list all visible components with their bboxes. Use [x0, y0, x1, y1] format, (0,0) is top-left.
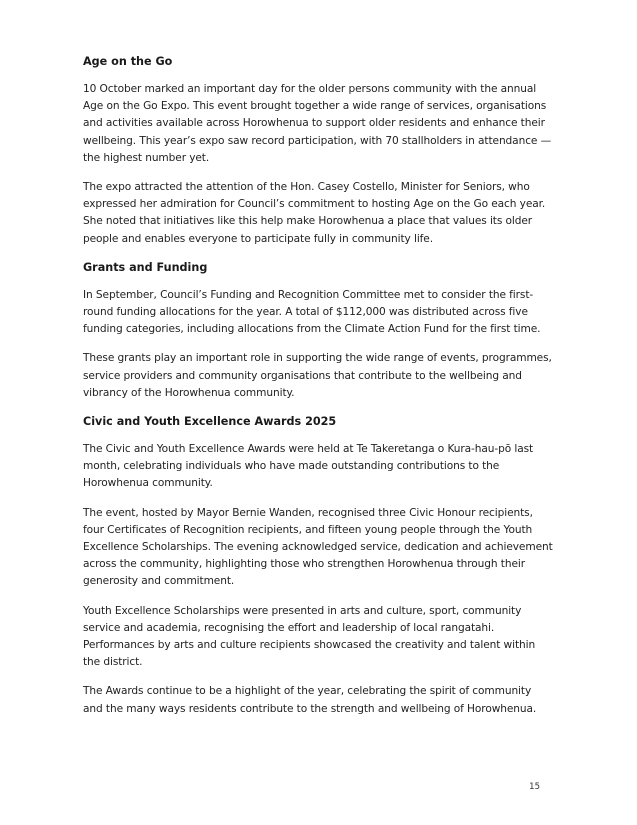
document-body	[83, 54, 553, 730]
section-civic-youth-awards	[83, 414, 553, 718]
section-heading: Age on the Go	[83, 55, 173, 68]
paragraph: The Civic and Youth Excellence Awards were held at Te Takeretanga o Kura-hau-pō last month, celebrating individuals who have made outstanding contributions to the Horowhenua community.	[83, 443, 534, 490]
section-grants-and-funding	[83, 260, 553, 402]
paragraph: The event, hosted by Mayor Bernie Wanden, recognised three Civic Honour recipients, four Certificates of Recognition recipients, and fifteen young people through the Youth Excellence Scholarships. The evening acknowledged service, dedication and achievement across the community, highlighting those who strengthen Horowhenua through their generosity and commitment.	[83, 506, 553, 588]
paragraph: Youth Excellence Scholarships were presented in arts and culture, sport, community service and academia, recognising the effort and leadership of local rangatahi. Performances by arts and culture recipients showcased the creativity and talent within the district.	[83, 604, 536, 669]
paragraph: The Awards continue to be a highlight of the year, celebrating the spirit of community and the many ways residents contribute to the strength and wellbeing of Horowhenua.	[83, 685, 537, 715]
section-heading: Grants and Funding	[83, 260, 208, 274]
paragraph: The expo attracted the attention of the Hon. Casey Costello, Minister for Seniors, who expressed her admiration for Council’s commitment to hosting Age on the Go each year. She noted that initiatives like this help make Horowhenua a place that values its older people and enables everyone to participate fully in community life.	[83, 181, 546, 245]
paragraph: In September, Council’s Funding and Recognition Committee met to consider the first-round funding allocations for the year. A total of $112,000 was distributed across five funding categories, including allocations from the Climate Action Fund for the first time.	[83, 288, 541, 336]
section-age-on-the-go	[83, 54, 553, 248]
page-number: 15	[529, 782, 540, 792]
paragraph: 10 October marked an important day for the older persons community with the annual Age on the Go Expo. This event brought together a wide range of services, organisations and activities available across Horowhenua to support older residents and enhance their wellbeing. This year’s expo saw record participation, with 70 stallholders in attendance — the highest number yet.	[83, 83, 552, 164]
paragraph: These grants play an important role in supporting the wide range of events, programmes, service providers and community organisations that contribute to the wellbeing and vibrancy of the Horowhenua community.	[83, 352, 552, 399]
section-heading: Civic and Youth Excellence Awards 2025	[83, 415, 337, 429]
